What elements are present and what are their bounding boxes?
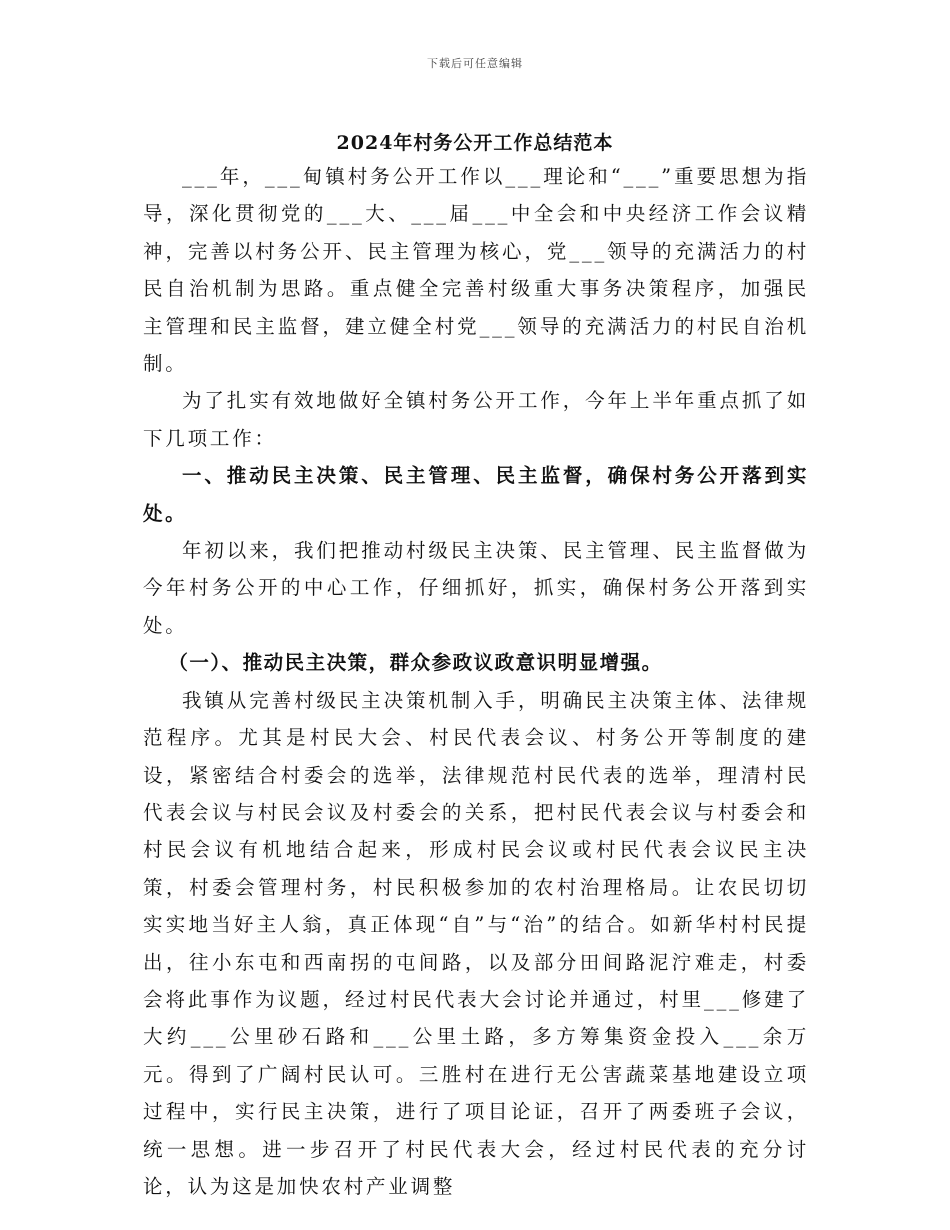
document-title: 2024年村务公开工作总结范本 [336,132,614,154]
paragraph-overview: 为了扎实有效地做好全镇村务公开工作，今年上半年重点抓了如下几项工作： [143,389,809,450]
paragraph-section-1: 年初以来，我们把推动村级民主决策、民主管理、民主监督做为今年村务公开的中心工作，仔细抓好，抓实，确保村务公开落到实处。 [143,539,809,637]
paragraph-intro: ___年，___甸镇村务公开工作以___理论和“___”重要思想为指导，深化贯彻党的___大、___届___中全会和中央经济工作会议精神，完善以村务公开、民主管理为核心，党___领导的充满活力的村民自治机制为思路。重点健全完善村级重大事务决策程序，加强民主管理和民主监督，建立健全村党___领导的充满活力的村民自治机制。 [143,165,809,376]
paragraph-subsection-1: 我镇从完善村级民主决策机制入手，明确民主决策主体、法律规范程序。尤其是村民大会、村民代表会议、村务公开等制度的建设，紧密结合村委会的选举，法律规范村民代表的选举，理清村民代表会议与村民会议及村委会的关系，把村民代表会议与村委会和村民会议有机地结合起来，形成村民会议或村民代表会议民主决策，村委会管理村务，村民积极参加的农村治理格局。让农民切切实实地当好主人翁，真正体现“自”与“治”的结合。如新华村村民提出，往小东屯和西南拐的屯间路，以及部分田间路泥泞难走，村委会将此事作为议题，经过村民代表大会讨论并通过，村里___修建了大约___公里砂石路和___公里土路，多方筹集资金投入___余万元。得到了广阔村民认可。三胜村在进行无公害蔬菜基地建设立项过程中，实行民主决策，进行了项目论证，召开了两委班子会议，统一思想。进一步召开了村民代表大会，经过村民代表的充分讨论，认为这是加快农村产业调整 [143,688,809,1198]
document-body [143,158,809,1205]
section-heading-1: 一、推动民主决策、民主管理、民主监督，确保村务公开落到实处。 [143,464,809,525]
subsection-heading-1: （一）、推动民主决策，群众参政议政意识明显增强。 [168,651,663,675]
header-note: 下载后可任意编辑 [427,57,523,70]
